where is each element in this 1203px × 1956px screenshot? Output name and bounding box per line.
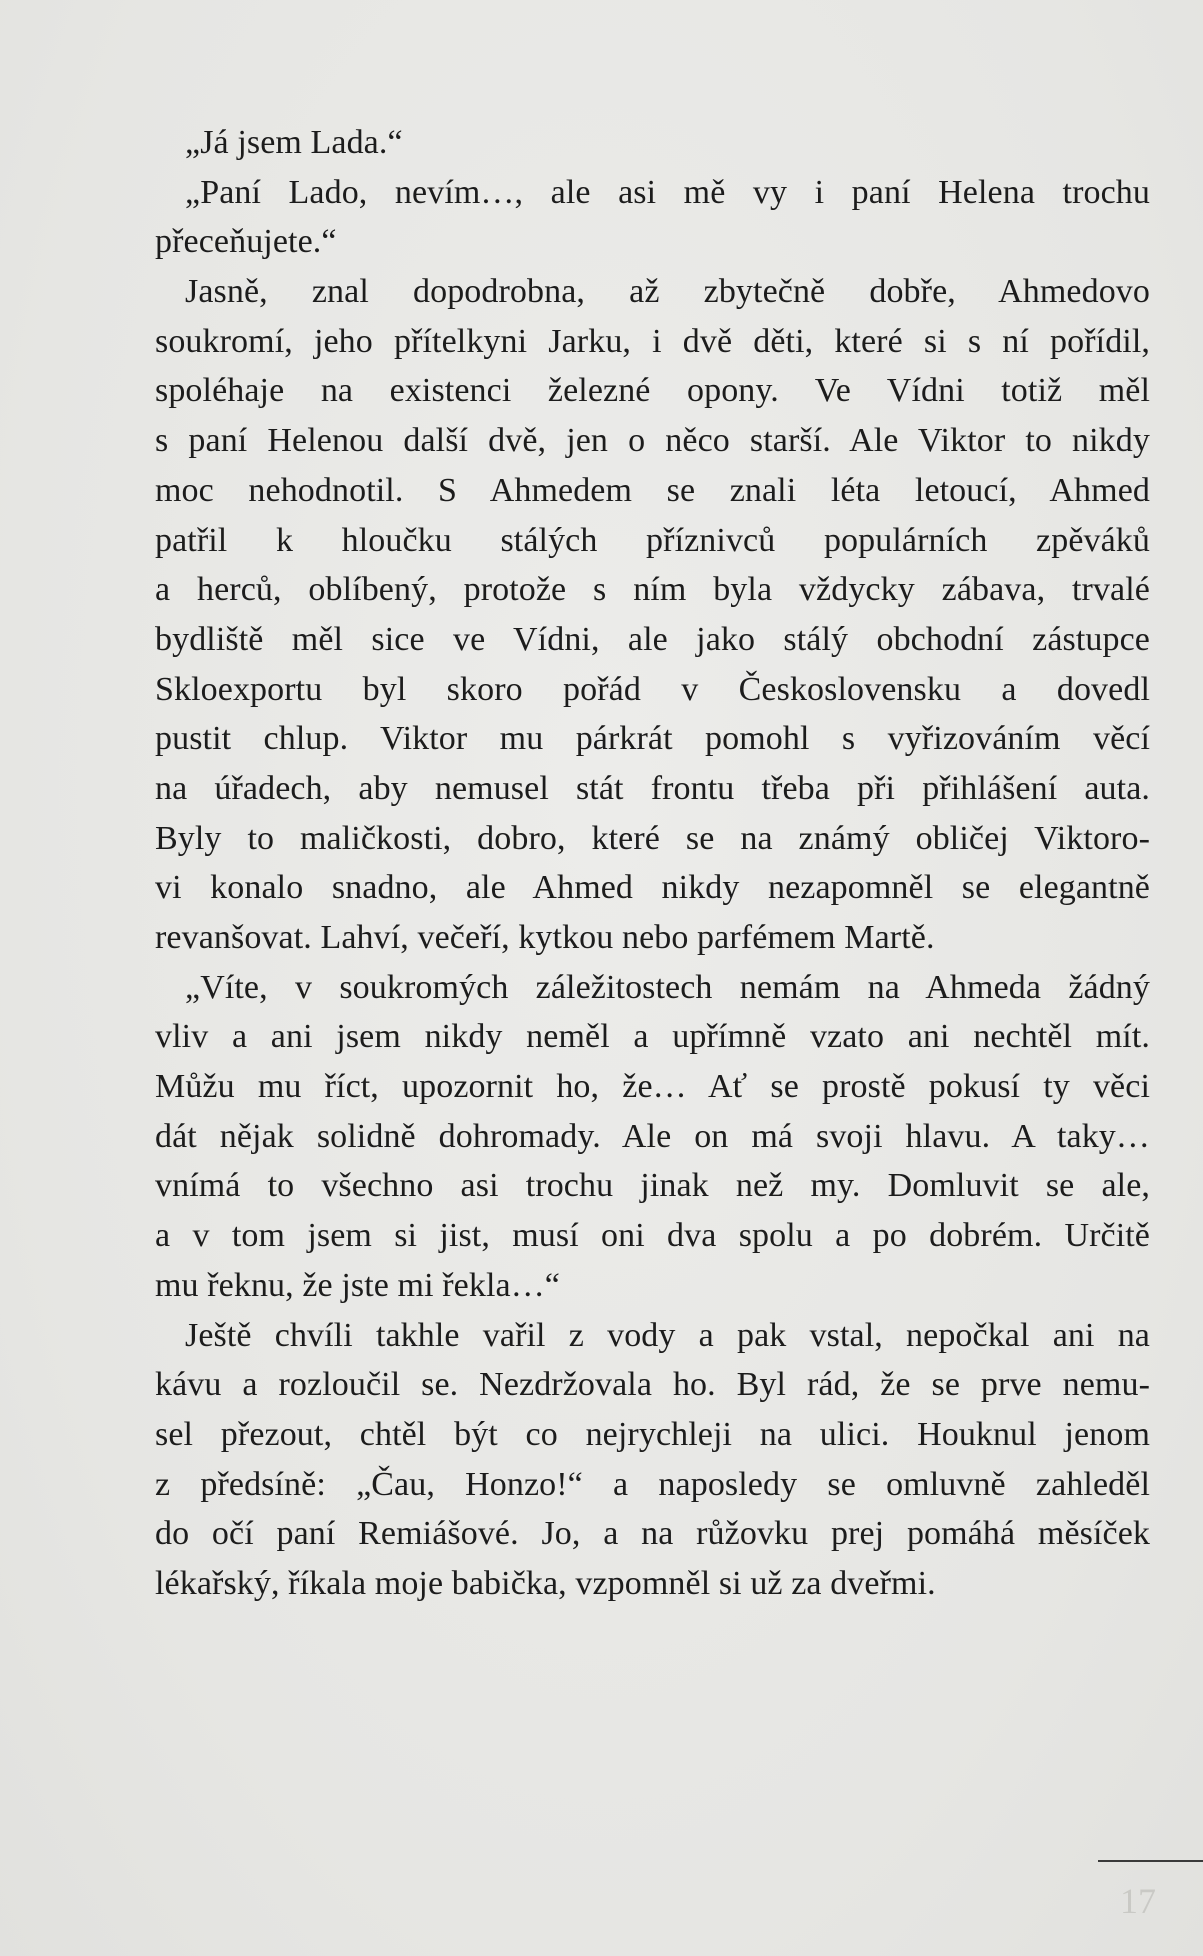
text-line: Jasně, znal dopodrobna, až zbytečně dobře, Ahmedovo (185, 273, 1150, 311)
text-line: spoléhaje na existenci železné opony. Ve Vídni totiž měl (155, 372, 1150, 410)
text-line: vnímá to všechno asi trochu jinak než my. Domluvit se ale, (155, 1167, 1150, 1205)
text-line: „Víte, v soukromých záležitostech nemám na Ahmeda žádný (185, 968, 1150, 1006)
text-line: přeceňujete.“ (155, 223, 337, 261)
text-line: soukromí, jeho přítelkyni Jarku, i dvě děti, které si s ní pořídil, (155, 322, 1150, 360)
text-line: patřil k hloučku stálých příznivců populárních zpěváků (155, 521, 1150, 559)
page-number: 17 (1120, 1881, 1156, 1921)
text-line: Můžu mu říct, upozornit ho, že… Ať se prostě pokusí ty věci (155, 1068, 1150, 1106)
text-line: pustit chlup. Viktor mu párkrát pomohl s vyřizováním věcí (155, 720, 1150, 758)
text-line: „Já jsem Lada.“ (185, 124, 403, 161)
page-text (155, 118, 1150, 1609)
text-line: dát nějak solidně dohromady. Ale on má svoji hlavu. A taky… (155, 1117, 1150, 1155)
text-line: do očí paní Remiášové. Jo, a na růžovku prej pomáhá měsíček (155, 1515, 1150, 1553)
text-line: bydliště měl sice ve Vídni, ale jako stálý obchodní zástupce (155, 620, 1150, 658)
footer-rule (1098, 1860, 1203, 1862)
text-line: Ještě chvíli takhle vařil z vody a pak vstal, nepočkal ani na (185, 1316, 1150, 1354)
text-line: Skloexportu byl skoro pořád v Československu a dovedl (155, 670, 1150, 708)
text-line: z předsíně: „Čau, Honzo!“ a naposledy se omluvně zahleděl (155, 1465, 1150, 1503)
text-line: na úřadech, aby nemusel stát frontu třeba při přihlášení auta. (155, 769, 1150, 807)
text-line: lékařský, říkala moje babička, vzpomněl si už za dveřmi. (155, 1564, 936, 1602)
text-line: vi konalo snadno, ale Ahmed nikdy nezapomněl se elegantně (155, 869, 1150, 907)
text-line: vliv a ani jsem nikdy neměl a upřímně vzato ani nechtěl mít. (155, 1018, 1150, 1056)
text-line: revanšovat. Lahví, večeří, kytkou nebo parfémem Martě. (155, 919, 935, 956)
text-line: Byly to maličkosti, dobro, které se na známý obličej Viktoro- (155, 819, 1150, 857)
text-line: „Paní Lado, nevím…, ale asi mě vy i paní Helena trochu (185, 173, 1150, 211)
text-line: moc nehodnotil. S Ahmedem se znali léta letoucí, Ahmed (155, 471, 1150, 509)
text-line: kávu a rozloučil se. Nezdržovala ho. Byl rád, že se prve nemu- (155, 1366, 1150, 1404)
text-line: s paní Helenou další dvě, jen o něco starší. Ale Viktor to nikdy (155, 422, 1150, 460)
text-line: a v tom jsem si jist, musí oni dva spolu a po dobrém. Určitě (155, 1217, 1150, 1255)
text-line: a herců, oblíbený, protože s ním byla vždycky zábava, trvalé (155, 571, 1150, 609)
text-line: mu řeknu, že jste mi řekla…“ (155, 1266, 560, 1304)
text-line: sel přezout, chtěl být co nejrychleji na ulici. Houknul jenom (155, 1415, 1150, 1453)
